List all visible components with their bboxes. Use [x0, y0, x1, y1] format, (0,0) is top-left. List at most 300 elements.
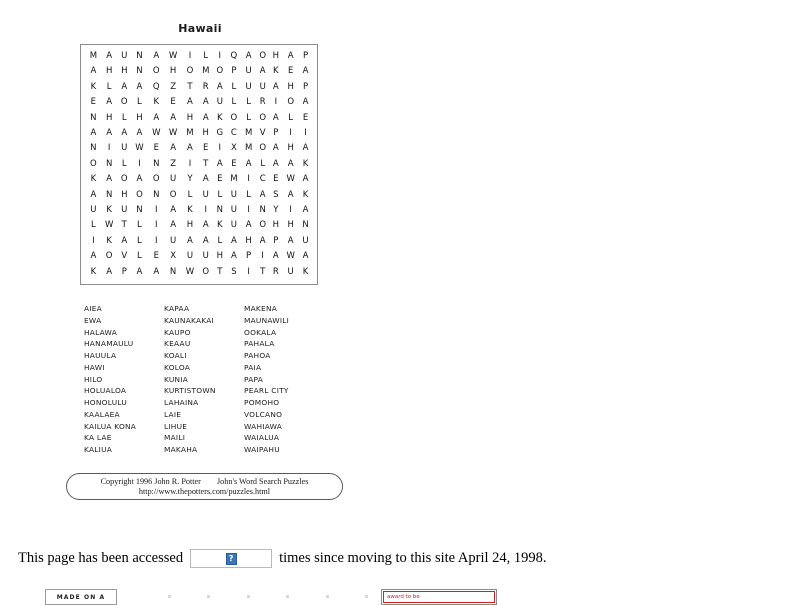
grid-cell[interactable]: K [302, 189, 309, 200]
grid-cell[interactable]: N [105, 158, 113, 169]
grid-cell[interactable]: K [106, 204, 112, 215]
grid-row [86, 234, 312, 249]
grid-cell[interactable]: A [259, 189, 266, 200]
grid-cell[interactable]: L [137, 235, 142, 246]
grid-cell[interactable]: E [170, 97, 176, 108]
word-list-item[interactable]: KAILUA KONA [84, 421, 137, 431]
grid-cell[interactable]: W [286, 251, 295, 262]
grid-cell[interactable]: P [302, 81, 309, 92]
grid-cell[interactable]: K [187, 204, 193, 215]
grid-cell[interactable]: O [169, 189, 177, 200]
grid-cell[interactable]: U [259, 81, 266, 92]
word-list-item[interactable]: HOLUALOA [84, 386, 127, 396]
word-list-item[interactable]: KEAAU [164, 339, 191, 349]
grid-cell[interactable]: U [245, 66, 252, 77]
grid-cell[interactable]: H [287, 220, 294, 231]
grid-cell[interactable]: W [168, 128, 178, 138]
word-list-item[interactable]: WAHIAWA [244, 421, 283, 431]
grid-cell[interactable]: N [90, 143, 97, 154]
grid-cell[interactable]: I [261, 251, 264, 262]
grid-cell[interactable]: A [121, 128, 128, 138]
grid-cell[interactable]: E [203, 143, 209, 154]
word-list-item[interactable]: WAIPAHU [244, 445, 280, 454]
grid-cell[interactable]: T [187, 81, 193, 92]
grid-cell[interactable]: L [137, 220, 142, 231]
grid-cell[interactable]: A [302, 204, 309, 215]
word-list-item[interactable]: KALIUA [84, 445, 113, 454]
grid-cell[interactable]: K [90, 81, 97, 92]
grid-cell[interactable]: O [230, 112, 238, 123]
grid-cell[interactable]: G [216, 128, 224, 138]
word-list-item[interactable]: HONOLULU [84, 398, 128, 407]
grid-cell[interactable]: H [105, 112, 113, 123]
grid-cell[interactable]: A [272, 143, 279, 154]
word-list-item[interactable]: PAHALA [244, 339, 275, 349]
grid-cell[interactable]: T [260, 266, 266, 277]
grid-cell[interactable]: R [272, 266, 279, 277]
grid-cell[interactable]: A [106, 128, 113, 138]
grid-cell[interactable]: A [121, 81, 128, 92]
grid-row [86, 80, 312, 95]
grid-cell[interactable]: A [272, 251, 279, 262]
grid-cell[interactable]: L [260, 158, 266, 169]
grid-cell[interactable]: A [202, 112, 209, 123]
grid-cell[interactable]: Y [187, 174, 193, 185]
grid-cell[interactable]: W [286, 174, 295, 185]
grid-cell[interactable]: N [136, 51, 143, 62]
word-list-item[interactable]: HANAMAULU [84, 339, 134, 349]
award-badge-inner [383, 591, 495, 603]
grid-cell[interactable]: N [153, 189, 160, 200]
grid-cell[interactable]: L [90, 220, 96, 231]
grid-cell[interactable]: K [273, 66, 279, 77]
grid-cell[interactable]: E [231, 158, 237, 169]
word-list-item[interactable]: PAPA [244, 374, 264, 384]
grid-cell[interactable]: O [259, 143, 267, 154]
grid-cell[interactable]: I [304, 128, 307, 138]
grid-cell[interactable]: I [274, 97, 278, 108]
grid-cell[interactable]: A [136, 266, 143, 277]
grid-cell[interactable]: A [287, 51, 294, 62]
grid-cell[interactable]: U [169, 174, 177, 185]
grid-cell[interactable]: W [185, 266, 195, 277]
grid-cell[interactable]: U [230, 189, 237, 200]
grid-cell[interactable]: N [302, 220, 309, 231]
grid-cell[interactable]: M [244, 128, 253, 138]
grid-cell[interactable]: P [231, 66, 237, 77]
word-list-item[interactable]: KA LAE [84, 433, 112, 443]
grid-cell[interactable]: I [155, 204, 158, 215]
grid-cell[interactable]: A [202, 235, 209, 246]
grid-cell[interactable]: A [136, 128, 143, 138]
grid-cell[interactable]: N [136, 66, 143, 77]
grid-cell[interactable]: A [216, 81, 223, 92]
grid-cell[interactable]: N [216, 204, 223, 215]
grid-cell[interactable]: H [272, 51, 280, 62]
grid-cell[interactable]: U [202, 189, 209, 200]
grid-cell[interactable]: I [155, 220, 158, 231]
grid-cell[interactable]: I [155, 235, 158, 246]
dot-icon [247, 595, 250, 598]
grid-cell[interactable]: A [287, 189, 294, 200]
grid-cell[interactable]: A [259, 66, 266, 77]
grid-cell[interactable]: L [203, 51, 209, 62]
grid-cell[interactable]: E [217, 174, 223, 185]
grid-row [86, 95, 312, 110]
grid-cell[interactable]: R [259, 97, 266, 108]
grid-cell[interactable]: A [272, 81, 279, 92]
grid-cell[interactable]: H [169, 66, 177, 77]
grid-cell[interactable]: N [153, 158, 160, 169]
word-list-item[interactable]: MAUNAWILI [244, 315, 290, 325]
grid-cell[interactable]: L [121, 112, 127, 123]
grid-cell[interactable]: K [302, 158, 309, 169]
grid-cell[interactable]: K [217, 220, 223, 231]
grid-cell[interactable]: L [231, 81, 237, 92]
grid-cell[interactable]: A [170, 143, 177, 154]
grid-cell[interactable]: P [273, 128, 279, 138]
grid-cell[interactable]: L [246, 189, 251, 200]
word-list-column-1 [84, 303, 164, 456]
grid-cell[interactable]: A [230, 235, 237, 246]
grid-cell[interactable]: I [289, 128, 292, 138]
dot-icon [168, 595, 171, 598]
dot-icon [286, 595, 289, 598]
grid-cell[interactable]: L [187, 189, 193, 200]
word-list-item[interactable]: KAPAA [164, 304, 190, 313]
word-list-item[interactable]: LIHUE [164, 421, 188, 431]
publisher-url[interactable]: http://www.thepotters.com/puzzles.html [138, 486, 271, 496]
grid-cell[interactable]: P [246, 251, 252, 262]
grid-cell[interactable]: L [137, 97, 142, 108]
word-list-item[interactable]: LAIE [164, 409, 182, 419]
grid-cell[interactable]: H [287, 81, 294, 92]
grid-cell[interactable]: N [169, 266, 177, 277]
grid-cell[interactable]: A [245, 51, 252, 62]
grid-cell[interactable]: H [287, 143, 294, 154]
grid-cell[interactable]: A [272, 112, 279, 123]
grid-cell[interactable]: L [246, 97, 251, 108]
word-list-item[interactable]: PAIA [244, 362, 262, 372]
grid-cell[interactable]: H [186, 220, 194, 231]
grid-cell[interactable]: O [105, 251, 113, 262]
grid-cell[interactable]: L [217, 235, 223, 246]
grid-cell[interactable]: I [188, 158, 192, 169]
word-list-item[interactable]: PEARL CITY [244, 386, 289, 396]
grid-cell[interactable]: O [216, 66, 224, 77]
word-list-item[interactable]: AIEA [84, 304, 102, 313]
grid-cell[interactable]: U [186, 251, 194, 262]
grid-cell[interactable]: A [121, 235, 128, 246]
dot-icon [365, 595, 368, 598]
grid-cell[interactable]: I [247, 266, 250, 277]
grid-cell[interactable]: Z [170, 158, 177, 169]
grid-cell[interactable]: A [170, 220, 177, 231]
grid-cell[interactable]: M [244, 143, 253, 154]
grid-cell[interactable]: M [230, 174, 238, 185]
grid-cell[interactable]: T [203, 158, 209, 169]
grid-cell[interactable]: P [121, 266, 127, 277]
grid-cell[interactable]: A [153, 266, 160, 277]
grid-cell[interactable]: H [245, 235, 252, 246]
grid-cell[interactable]: A [302, 143, 309, 154]
grid-cell[interactable]: V [121, 251, 128, 262]
grid-cell[interactable]: A [106, 51, 113, 62]
grid-cell[interactable]: A [202, 174, 209, 185]
grid-cell[interactable]: H [216, 251, 224, 262]
word-list-item[interactable]: WAIALUA [244, 433, 280, 443]
grid-cell[interactable]: L [217, 189, 223, 200]
grid-cell[interactable]: H [272, 220, 280, 231]
grid-cell[interactable]: A [106, 97, 113, 108]
grid-cell[interactable]: H [186, 112, 194, 123]
grid-cell[interactable]: I [247, 174, 250, 185]
grid-cell[interactable]: L [246, 112, 251, 123]
grid-cell[interactable]: A [170, 204, 177, 215]
grid-cell[interactable]: N [90, 112, 97, 123]
grid-cell[interactable]: A [272, 158, 279, 169]
word-list-item[interactable]: KURTISTOWN [164, 386, 216, 396]
grid-cell[interactable]: O [152, 66, 160, 77]
grid-cell[interactable]: U [230, 204, 237, 215]
grid-cell[interactable]: A [230, 251, 237, 262]
grid-cell[interactable]: O [259, 51, 267, 62]
grid-cell[interactable]: C [230, 128, 237, 138]
grid-cell[interactable]: P [302, 51, 309, 62]
grid-cell[interactable]: K [153, 97, 160, 108]
grid-cell[interactable]: W [152, 128, 161, 138]
counter-text-after: times since moving to this site April 24, 1998. [279, 550, 547, 566]
grid-cell[interactable]: N [259, 204, 266, 215]
counter-value-box [190, 549, 272, 568]
grid-cell[interactable]: I [218, 143, 222, 154]
grid-cell[interactable]: H [202, 128, 209, 138]
grid-row [86, 203, 312, 218]
grid-cell[interactable]: A [153, 112, 160, 123]
grid-cell[interactable]: A [187, 235, 193, 246]
grid-cell[interactable]: U [216, 97, 223, 108]
grid-cell[interactable]: A [302, 251, 309, 262]
word-list-item[interactable]: VOLCANO [244, 409, 283, 419]
grid-cell[interactable]: M [202, 66, 210, 77]
grid-cell[interactable]: X [170, 251, 177, 262]
grid-cell[interactable]: A [287, 235, 294, 246]
grid-cell[interactable]: O [186, 66, 194, 77]
grid-cell[interactable]: A [287, 158, 294, 169]
grid-cell[interactable]: O [152, 174, 160, 185]
grid-row [86, 264, 312, 280]
grid-cell[interactable]: I [138, 158, 141, 169]
grid-row [86, 249, 312, 264]
grid-cell[interactable]: N [136, 204, 143, 215]
grid-cell[interactable]: W [104, 220, 114, 231]
grid-cell[interactable]: A [170, 112, 177, 123]
grid-cell[interactable]: I [204, 204, 207, 215]
grid-cell[interactable]: I [107, 143, 111, 154]
word-list-item[interactable]: KAALAEA [84, 409, 120, 419]
grid-cell[interactable]: K [90, 266, 97, 277]
word-list-item[interactable]: EWA [84, 315, 102, 325]
grid-table [86, 49, 312, 280]
grid-cell[interactable]: V [259, 128, 266, 138]
grid-cell[interactable]: U [287, 266, 294, 277]
grid-cell[interactable]: E [287, 66, 294, 77]
grid-cell[interactable]: E [90, 97, 97, 108]
grid-cell[interactable]: O [202, 266, 210, 277]
grid-cell[interactable]: A [259, 235, 266, 246]
dot-icon [207, 595, 210, 598]
grid-cell[interactable]: A [302, 66, 309, 77]
grid-cell[interactable]: M [89, 51, 98, 62]
word-list-item[interactable]: KOALI [164, 351, 187, 360]
grid-cell[interactable]: K [90, 174, 97, 185]
grid-cell[interactable]: E [302, 112, 309, 123]
grid-cell[interactable]: A [90, 251, 97, 262]
grid-cell[interactable]: S [231, 266, 237, 277]
grid-row [86, 126, 312, 141]
word-list-item[interactable]: KAUPO [164, 327, 191, 337]
grid-cell[interactable]: H [121, 189, 128, 200]
made-on-a-badge[interactable] [45, 589, 117, 605]
word-list-item[interactable]: MAKENA [244, 304, 278, 313]
word-list-item[interactable]: KAUNAKAKAI [164, 315, 214, 325]
grid-cell[interactable]: H [105, 66, 113, 77]
grid-cell[interactable]: I [218, 51, 222, 62]
grid-cell[interactable]: A [187, 97, 193, 108]
grid-cell[interactable]: A [106, 174, 113, 185]
word-list-column-3 [244, 303, 334, 456]
grid-cell[interactable]: A [202, 97, 209, 108]
grid-cell[interactable]: I [247, 204, 250, 215]
grid-cell[interactable]: L [137, 251, 142, 262]
word-list [84, 303, 334, 456]
copyright-box [66, 473, 343, 500]
grid-cell[interactable]: A [136, 174, 143, 185]
word-list-item[interactable]: HILO [84, 374, 103, 384]
grid-cell[interactable]: U [121, 204, 128, 215]
grid-cell[interactable]: S [273, 189, 279, 200]
grid-cell[interactable]: O [120, 174, 128, 185]
grid-cell[interactable]: K [217, 112, 223, 123]
grid-cell[interactable]: A [302, 97, 309, 108]
grid-cell[interactable]: Z [170, 81, 177, 92]
grid-cell[interactable]: U [121, 143, 128, 154]
grid-cell[interactable]: A [245, 220, 252, 231]
grid-row [86, 64, 312, 79]
copyright-notice: Copyright 1996 John R. Potter [100, 476, 201, 486]
grid-cell[interactable]: L [121, 158, 127, 169]
grid-cell[interactable]: K [302, 266, 309, 277]
word-list-item[interactable]: KOLOA [164, 362, 191, 372]
grid-cell[interactable]: A [202, 220, 209, 231]
word-list-item[interactable]: HAWI [84, 362, 105, 372]
grid-cell[interactable]: H [136, 112, 143, 123]
grid-cell[interactable]: O [136, 189, 143, 200]
grid-row [86, 188, 312, 203]
grid-cell[interactable]: U [169, 235, 177, 246]
grid-cell[interactable]: A [106, 266, 113, 277]
grid-cell[interactable]: P [273, 235, 279, 246]
grid-cell[interactable]: N [105, 189, 113, 200]
grid-row [86, 141, 312, 156]
word-list-item[interactable]: HALAWA [84, 327, 118, 337]
grid-cell[interactable]: H [121, 66, 128, 77]
grid-cell[interactable]: T [217, 266, 223, 277]
grid-cell[interactable]: A [153, 51, 160, 62]
grid-cell[interactable]: Q [152, 81, 160, 92]
grid-cell[interactable]: O [120, 97, 128, 108]
grid-row [86, 172, 312, 187]
word-list-item[interactable]: POMOHO [244, 398, 280, 407]
grid-cell[interactable]: A [302, 174, 309, 185]
grid-cell[interactable]: L [106, 81, 112, 92]
word-list-item[interactable]: KUNIA [164, 374, 189, 384]
grid-cell[interactable]: O [259, 220, 267, 231]
word-list-item[interactable]: OOKALA [244, 327, 277, 337]
grid-cell[interactable]: A [187, 143, 193, 154]
grid-cell[interactable]: A [90, 189, 97, 200]
grid-cell[interactable]: E [273, 174, 279, 185]
grid-cell[interactable]: A [90, 128, 97, 138]
grid-cell[interactable]: E [153, 143, 159, 154]
word-list-column-2 [164, 303, 244, 456]
grid-cell[interactable]: C [259, 174, 266, 185]
grid-cell[interactable]: K [106, 235, 112, 246]
grid-cell[interactable]: L [288, 112, 294, 123]
grid-cell[interactable]: U [302, 235, 309, 246]
copyright-line-1 [101, 477, 309, 487]
grid-cell[interactable]: R [202, 81, 209, 92]
grid-cell[interactable]: I [92, 235, 95, 246]
grid-cell[interactable]: A [245, 158, 252, 169]
grid-cell[interactable]: Q [230, 51, 238, 62]
grid-cell[interactable]: Y [273, 204, 279, 215]
award-badge[interactable] [381, 589, 497, 605]
grid-cell[interactable]: E [153, 251, 159, 262]
word-list-item[interactable]: LAHAINA [164, 398, 199, 407]
grid-cell[interactable]: U [121, 51, 128, 62]
grid-cell[interactable]: O [287, 97, 295, 108]
grid-cell[interactable]: U [90, 204, 97, 215]
grid-cell[interactable]: I [289, 204, 292, 215]
access-counter-sentence [18, 549, 547, 568]
grid-cell[interactable]: A [216, 158, 223, 169]
grid-cell[interactable]: U [245, 81, 252, 92]
grid-cell[interactable]: T [121, 220, 127, 231]
grid-cell[interactable]: U [230, 220, 237, 231]
grid-row [86, 111, 312, 126]
word-list-item[interactable]: HAUULA [84, 351, 117, 360]
grid-cell[interactable]: X [230, 143, 237, 154]
grid-cell[interactable]: A [136, 81, 143, 92]
grid-cell[interactable]: I [188, 51, 192, 62]
grid-cell[interactable]: U [202, 251, 209, 262]
grid-cell[interactable]: O [259, 112, 267, 123]
grid-cell[interactable]: L [231, 97, 237, 108]
dot-icon [326, 595, 329, 598]
word-list-item[interactable]: PAHOA [244, 351, 271, 360]
word-list-item[interactable]: MAKAHA [164, 445, 198, 454]
publisher-name: John's Word Search Puzzles [217, 476, 309, 486]
word-list-item[interactable]: MAILI [164, 433, 186, 443]
made-on-a-label: MADE ON A [56, 593, 106, 601]
grid-cell[interactable]: M [186, 128, 194, 138]
grid-cell[interactable]: W [168, 51, 178, 62]
page-title: Hawaii [178, 22, 222, 35]
grid-cell[interactable]: A [90, 66, 97, 77]
grid-cell[interactable]: O [90, 158, 97, 169]
grid-cell[interactable]: W [135, 143, 144, 154]
